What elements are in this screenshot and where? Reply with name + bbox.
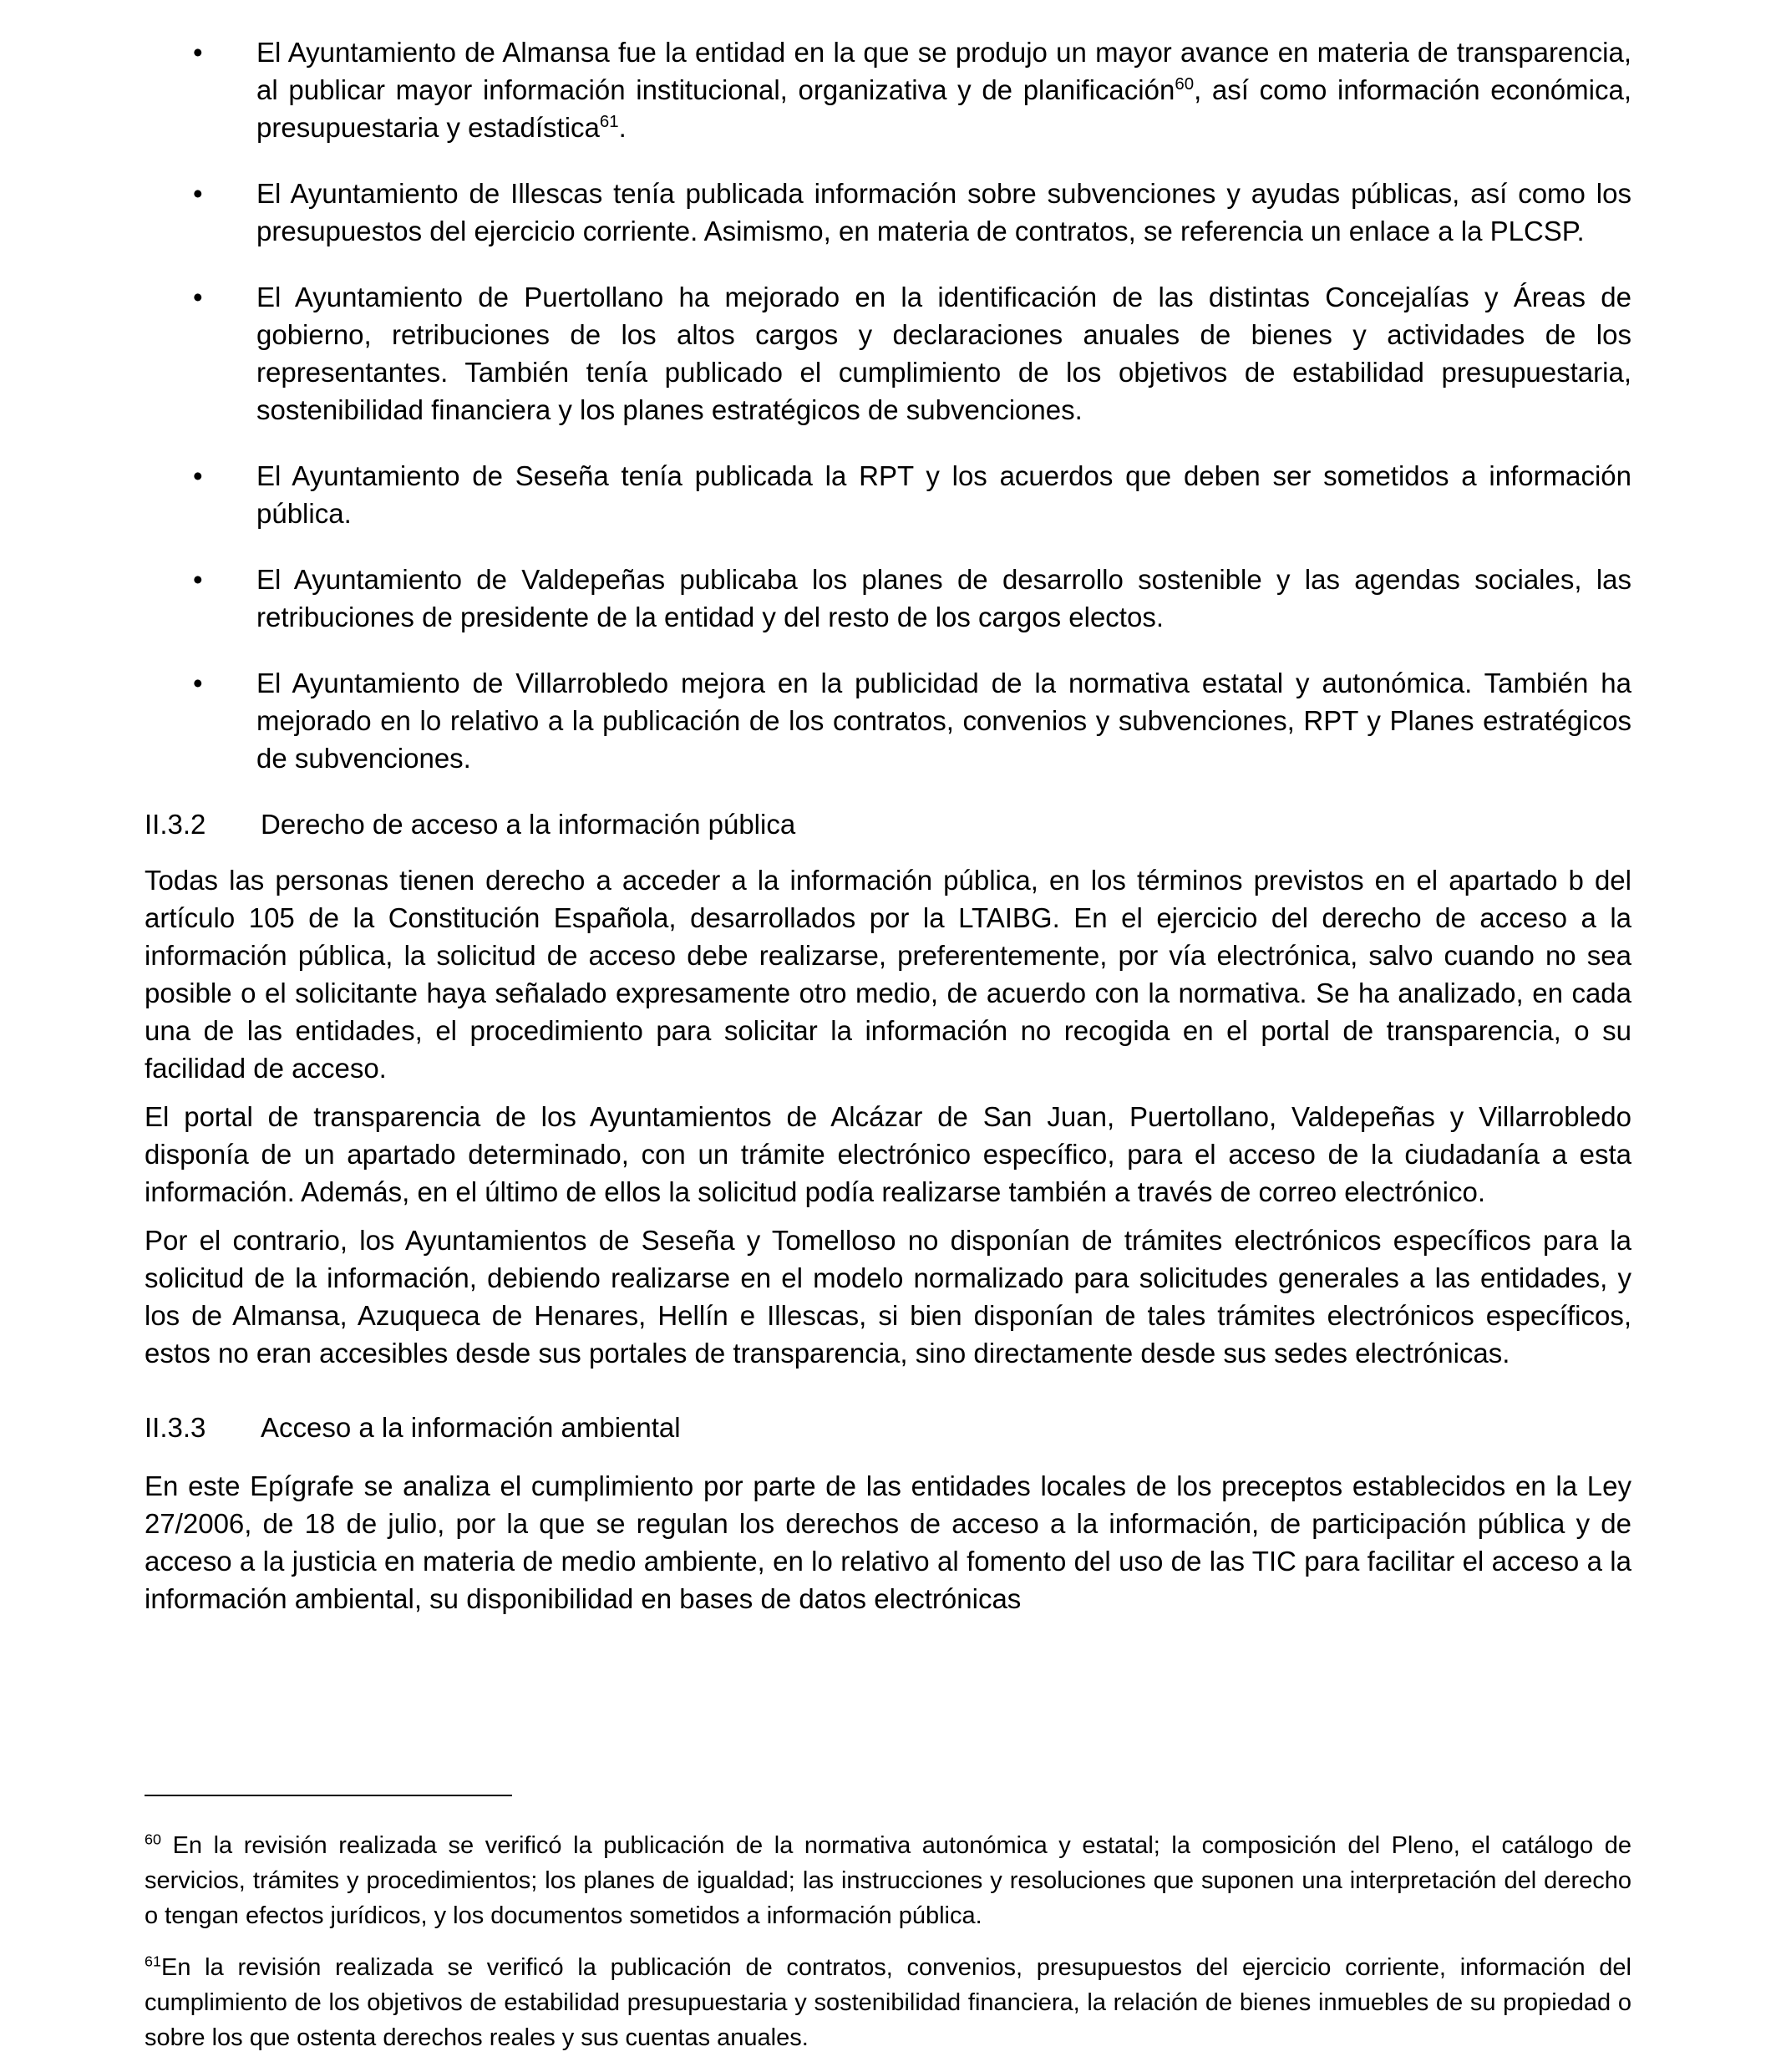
bullet-text: El Ayuntamiento de Villarrobledo mejora en la publicidad de la normativa estatal y autonómica. También ha mejorado en lo relativo a la publicación de los contratos, convenios y subvenciones, RPT y Planes estratégicos de subvenciones.: [256, 668, 1631, 774]
footnote-separator: [145, 1795, 512, 1796]
bullet-text: [256, 37, 1631, 143]
section-number: II.3.3: [145, 1412, 206, 1443]
footnote-text: En la revisión realizada se verificó la publicación de la normativa autonómica y estatal; la composición del Pleno, el catálogo de servicios, trámites y procedimientos; los planes de igualdad; las instrucciones y resoluciones que suponen una interpretación del derecho o tengan efectos jurídicos, y los documentos sometidos a información pública.: [145, 1832, 1631, 1929]
bullet-list: [145, 33, 1631, 777]
bullet-item-puertollano: [145, 278, 1631, 429]
section-number: II.3.2: [145, 809, 206, 840]
footnote-61: [145, 1950, 1631, 2055]
bullet-item-valdepenas: [145, 561, 1631, 636]
footnote-ref-61: 61: [599, 112, 619, 131]
section-heading-II-3-3: [145, 1409, 1631, 1446]
footnote-ref-60: 60: [1175, 74, 1195, 94]
footnote-text: En la revisión realizada se verificó la publicación de contratos, convenios, presupuestos del ejercicio corriente, información del cumplimiento de los objetivos de estabilidad presupuestaria y sostenibilidad financiera, la relación de bienes inmuebles de su propiedad o sobre los que ostenta derechos reales y sus cuentas anuales.: [145, 1954, 1631, 2051]
section-heading-II-3-2: [145, 805, 1631, 843]
bullet-marker-icon: •: [193, 178, 203, 209]
bullet-marker-icon: •: [193, 37, 203, 68]
bullet-text: El Ayuntamiento de Valdepeñas publicaba los planes de desarrollo sostenible y las agendas sociales, las retribuciones de presidente de la entidad y del resto de los cargos electos.: [256, 564, 1631, 632]
bullet-text: El Ayuntamiento de Seseña tenía publicada la RPT y los acuerdos que deben ser sometidos a información pública.: [256, 460, 1631, 529]
bullet-marker-icon: •: [193, 668, 203, 698]
bullet-item-illescas: [145, 175, 1631, 250]
bullet-marker-icon: •: [193, 282, 203, 312]
paragraph: El portal de transparencia de los Ayuntamientos de Alcázar de San Juan, Puertollano, Valdepeñas y Villarrobledo disponía de un apartado determinado, con un trámite electrónico específico, para el acceso de la ciudadanía a esta información. Además, en el último de ellos la solicitud podía realizarse también a través de correo electrónico.: [145, 1101, 1631, 1207]
bullet-text-part: , así como información económica, presupuestaria y estadística: [256, 74, 1632, 143]
section-title: Derecho de acceso a la información pública: [261, 809, 796, 840]
bullet-item-villarrobledo: [145, 664, 1631, 777]
bullet-item-almansa: [145, 33, 1631, 146]
section-title: Acceso a la información ambiental: [261, 1412, 681, 1443]
footnote-marker: 60: [145, 1831, 161, 1848]
paragraph: Por el contrario, los Ayuntamientos de Seseña y Tomelloso no disponían de trámites electrónicos específicos para la solicitud de la información, debiendo realizarse en el modelo normalizado para solicitudes generales a las entidades, y los de Almansa, Azuqueca de Henares, Hellín e Illescas, si bien disponían de tales trámites electrónicos específicos, estos no eran accesibles desde sus portales de transparencia, sino directamente desde sus sedes electrónicas.: [145, 1225, 1631, 1369]
bullet-text: El Ayuntamiento de Puertollano ha mejorado en la identificación de las distintas Concejalías y Áreas de gobierno, retribuciones de los altos cargos y declaraciones anuales de bienes y actividades de los representantes. También tenía publicado el cumplimiento de los objetivos de estabilidad presupuestaria, sostenibilidad financiera y los planes estratégicos de subvenciones.: [256, 282, 1631, 425]
bullet-marker-icon: •: [193, 564, 203, 595]
bullet-text-part: El Ayuntamiento de Almansa fue la entidad en la que se produjo un mayor avance en materia de transparencia, al publicar mayor información institucional, organizativa y de planificación: [256, 37, 1631, 105]
bullet-marker-icon: •: [193, 460, 203, 491]
bullet-item-sesena: [145, 457, 1631, 532]
paragraph: Todas las personas tienen derecho a acceder a la información pública, en los términos previstos en el apartado b del artículo 105 de la Constitución Española, desarrollados por la LTAIBG. En el ejercicio del derecho de acceso a la información pública, la solicitud de acceso debe realizarse, preferentemente, por vía electrónica, salvo cuando no sea posible o el solicitante haya señalado expresamente otro medio, de acuerdo con la normativa. Se ha analizado, en cada una de las entidades, el procedimiento para solicitar la información no recogida en el portal de transparencia, o su facilidad de acceso.: [145, 865, 1631, 1084]
footnote-60: [145, 1828, 1631, 1933]
bullet-text-part: .: [618, 112, 627, 143]
footnote-marker: 61: [145, 1953, 161, 1970]
paragraph: En este Epígrafe se analiza el cumplimiento por parte de las entidades locales de los preceptos establecidos en la Ley 27/2006, de 18 de julio, por la que se regulan los derechos de acceso a la información, de participación pública y de acceso a la justicia en materia de medio ambiente, en lo relativo al fomento del uso de las TIC para facilitar el acceso a la información ambiental, su disponibilidad en bases de datos electrónicas: [145, 1470, 1631, 1614]
footnotes-section: [145, 1795, 1631, 2072]
bullet-text: El Ayuntamiento de Illescas tenía publicada información sobre subvenciones y ayudas públicas, así como los presupuestos del ejercicio corriente. Asimismo, en materia de contratos, se referencia un enlace a la PLCSP.: [256, 178, 1631, 246]
